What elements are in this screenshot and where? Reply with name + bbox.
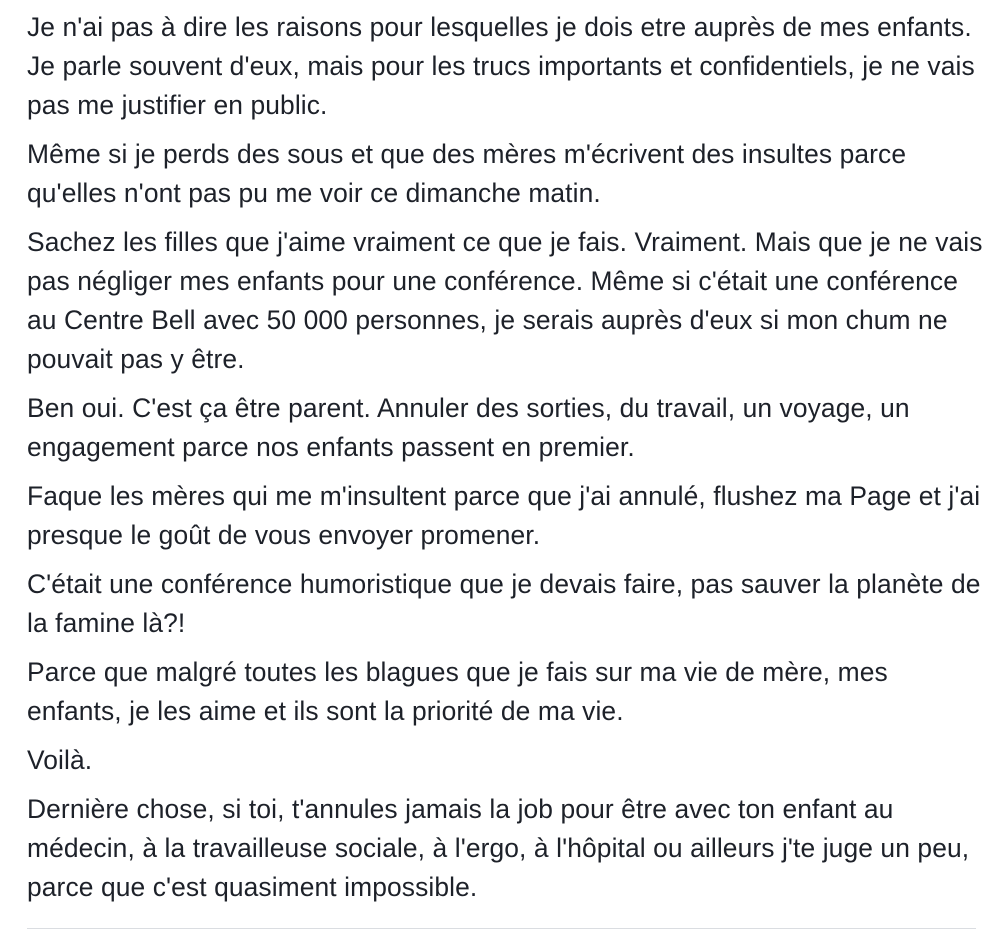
post-paragraph-4: Ben oui. C'est ça être parent. Annuler des sorties, du travail, un voyage, un engagement parce nos enfants passent en premier. xyxy=(27,393,910,462)
post-body xyxy=(27,8,985,917)
post-paragraph-6: C'était une conférence humoristique que je devais faire, pas sauver la planète de la famine là?! xyxy=(27,569,981,638)
post-paragraph-2: Même si je perds des sous et que des mères m'écrivent des insultes parce qu'elles n'ont pas pu me voir ce dimanche matin. xyxy=(27,139,907,208)
post-paragraph-3: Sachez les filles que j'aime vraiment ce que je fais. Vraiment. Mais que je ne vais pas négliger mes enfants pour une conférence. Même si c'était une conférence au Centre Bell avec 50 000 personnes, je serais auprès d'eux si mon chum ne pouvait pas y être. xyxy=(27,227,983,374)
post-paragraph-5: Faque les mères qui me m'insultent parce que j'ai annulé, flushez ma Page et j'ai presque le goût de vous envoyer promener. xyxy=(27,481,981,550)
post-paragraph-7: Parce que malgré toutes les blagues que je fais sur ma vie de mère, mes enfants, je les aime et ils sont la priorité de ma vie. xyxy=(27,657,888,726)
post-paragraph-9: Dernière chose, si toi, t'annules jamais la job pour être avec ton enfant au médecin, à la travailleuse sociale, à l'ergo, à l'hôpital ou ailleurs j'te juge un peu, parce que c'est quasiment impossible. xyxy=(27,794,970,902)
post-paragraph-1: Je n'ai pas à dire les raisons pour lesquelles je dois etre auprès de mes enfants. Je parle souvent d'eux, mais pour les trucs importants et confidentiels, je ne vais pas me justifier en public. xyxy=(27,12,975,120)
post-divider xyxy=(27,928,976,929)
post-paragraph-8: Voilà. xyxy=(27,745,93,775)
